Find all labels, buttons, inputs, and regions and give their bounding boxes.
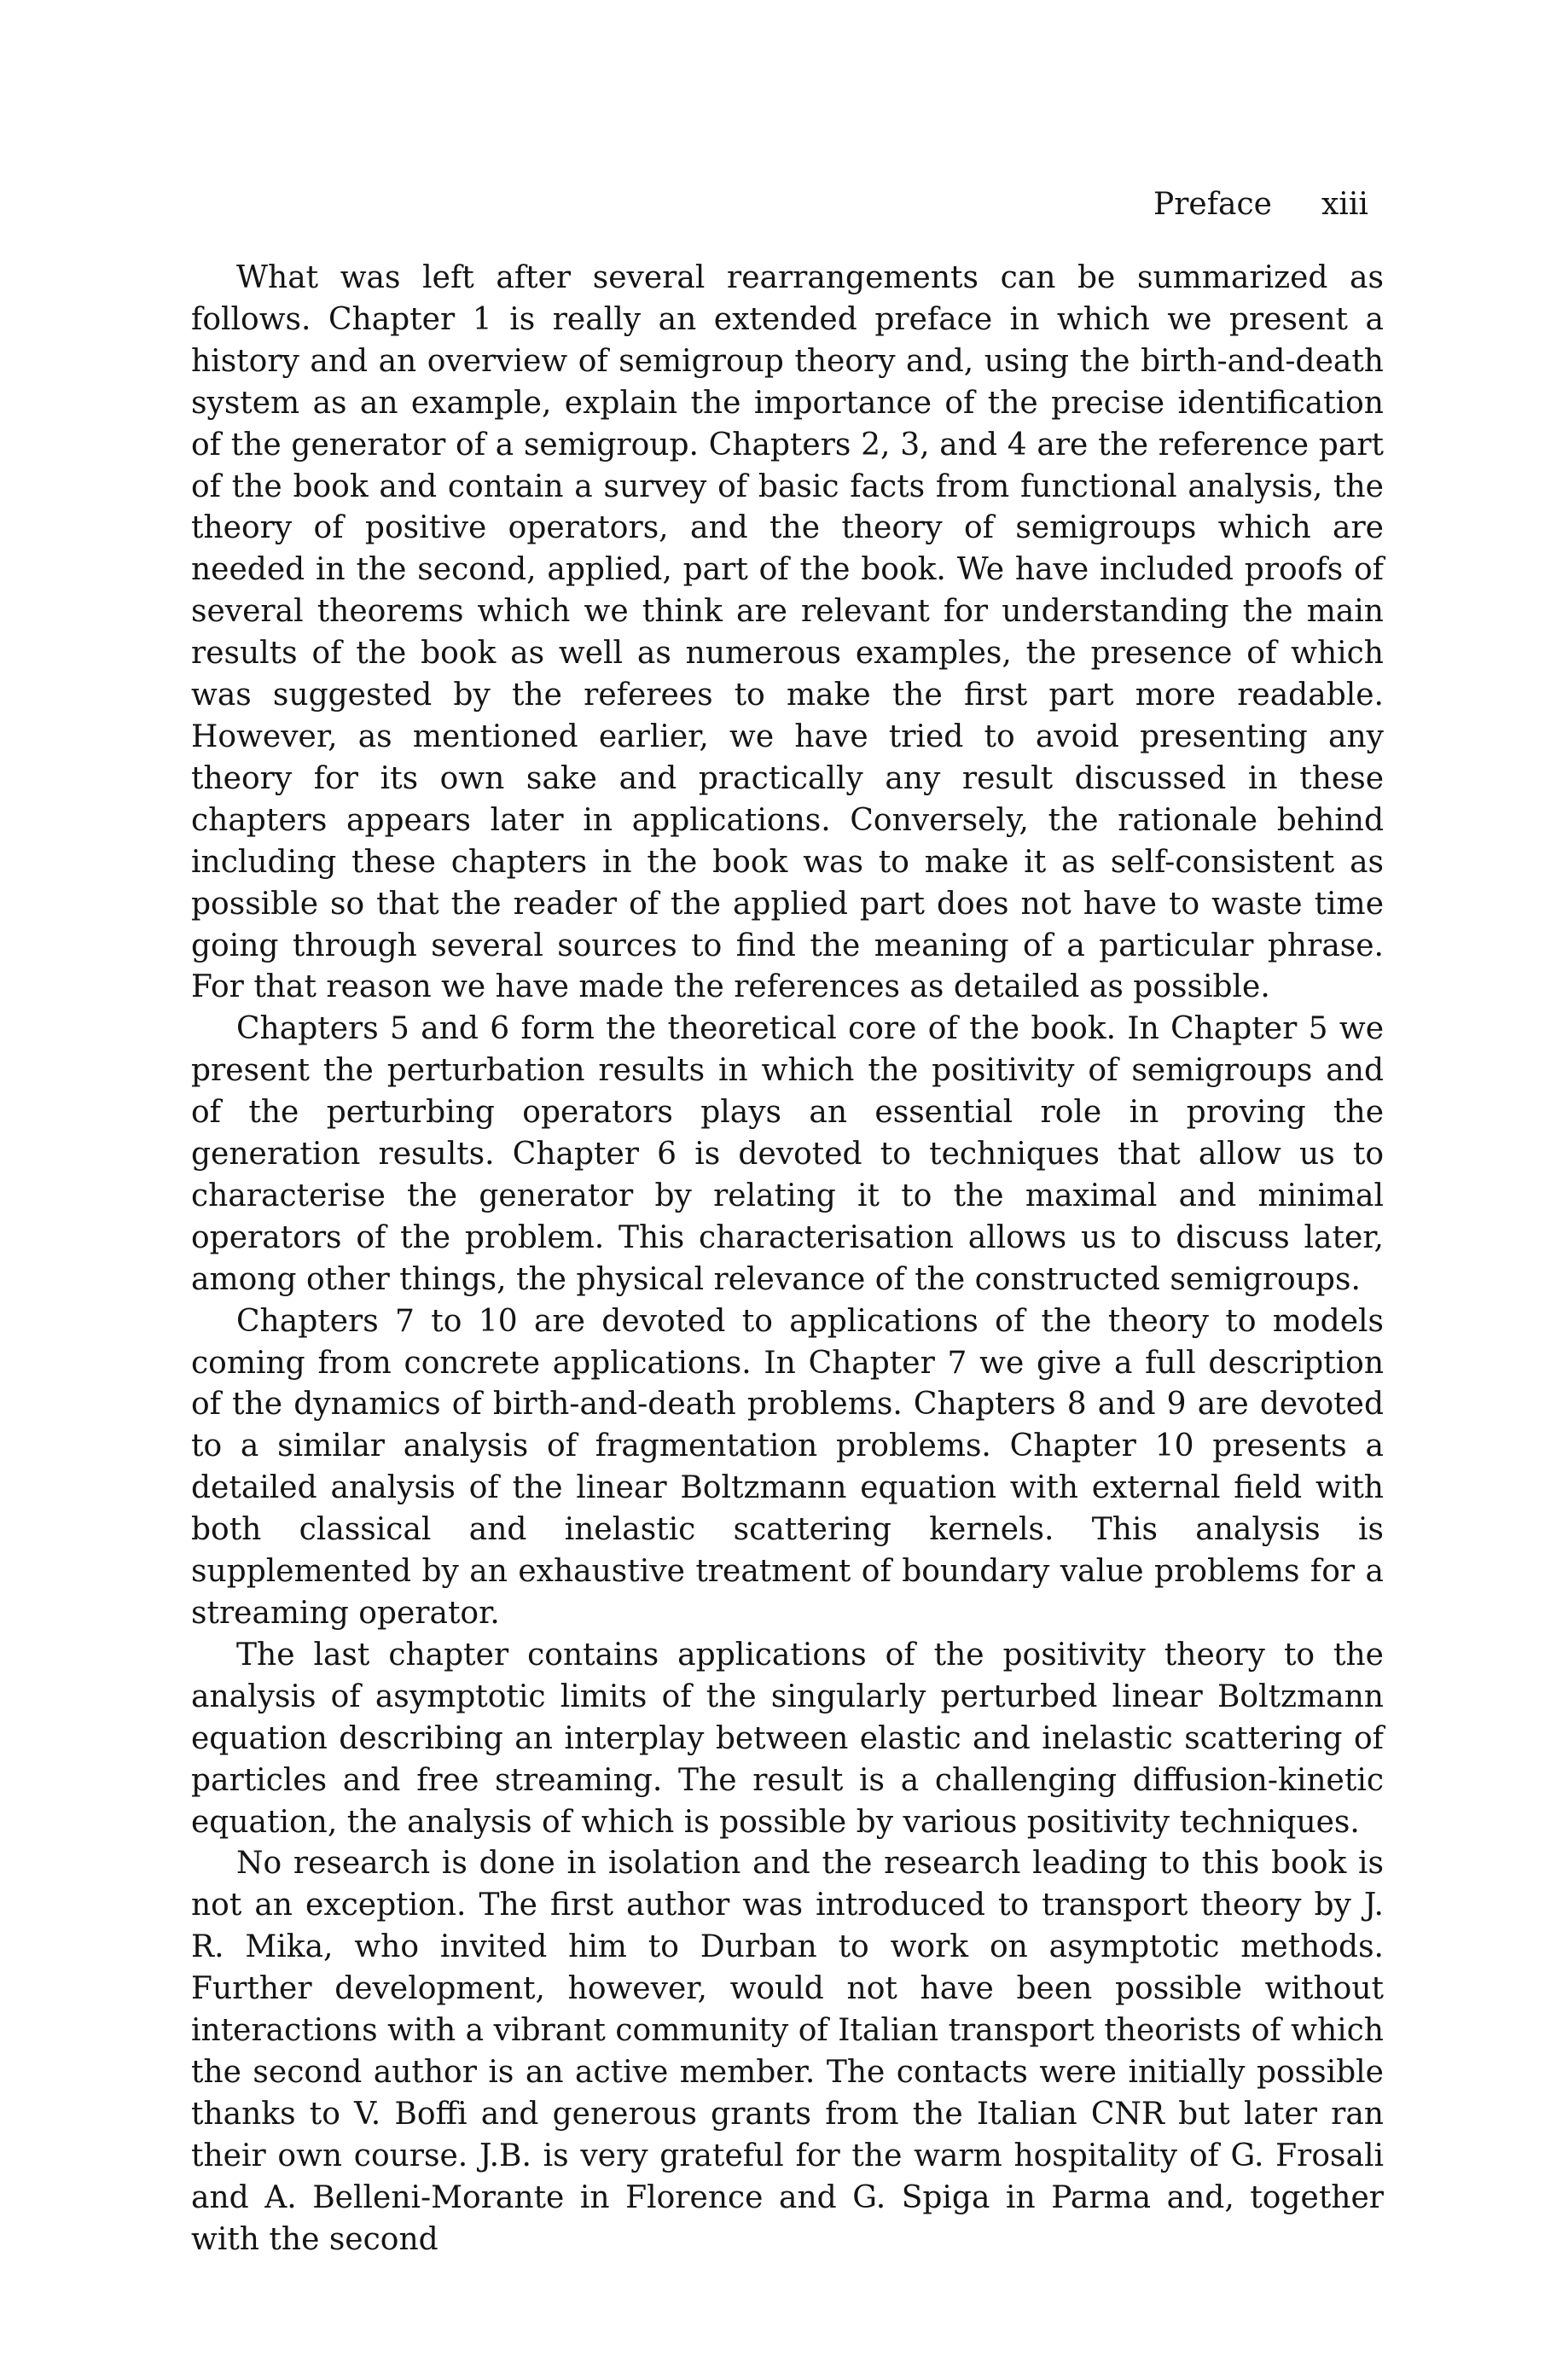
- paragraph-last-chapter: The last chapter contains applications of the positivity theory to the analysis of asymptotic limits of the singularly perturbed linear Boltzmann equation describing an interplay between elastic and inelastic scattering of particles and free streaming. The result is a challenging diffusion-kinetic equation, the analysis of which is possible by various positivity techniques.: [191, 1637, 1384, 1840]
- paragraph-chapter-overview: What was left after several rearrangements can be summarized as follows. Chapter 1 is really an extended preface in which we present a history and an overview of semigroup theory and, using the birth-and-death system as an example, explain the importance of the precise identification of the generator of a semigroup. Chapters 2, 3, and 4 are the reference part of the book and contain a survey of basic facts from functional analysis, the theory of positive operators, and the theory of semigroups which are needed in the second, applied, part of the book. We have included proofs of several theorems which we think are relevant for understanding the main results of the book as well as numerous examples, the presence of which was suggested by the referees to make the first part more readable. However, as mentioned earlier, we have tried to avoid presenting any theory for its own sake and practically any result discussed in these chapters appears later in applications. Conversely, the rationale behind including these chapters in the book was to make it as self-consistent as possible so that the reader of the applied part does not have to waste time going through several sources to find the meaning of a particular phrase. For that reason we have made the references as detailed as possible.: [191, 260, 1384, 1005]
- paragraph-applications: Chapters 7 to 10 are devoted to applications of the theory to models coming from concrete applications. In Chapter 7 we give a full description of the dynamics of birth-and-death problems. Chapters 8 and 9 are devoted to a similar analysis of fragmentation problems. Chapter 10 presents a detailed analysis of the linear Boltzmann equation with external field with both classical and inelastic scattering kernels. This analysis is supplemented by an exhaustive treatment of boundary value problems for a streaming operator.: [191, 1303, 1384, 1631]
- preface-body: [191, 258, 1384, 2261]
- running-header-title: Preface: [1153, 187, 1272, 222]
- paragraph-acknowledgements: No research is done in isolation and the research leading to this book is not an exception. The first author was introduced to transport theory by J. R. Mika, who invited him to Durban to work on asymptotic methods. Further development, however, would not have been possible without interactions with a vibrant community of Italian transport theorists of which the second author is an active member. The contacts were initially possible thanks to V. Boffi and generous grants from the Italian CNR but later ran their own course. J.B. is very grateful for the warm hospitality of G. Frosali and A. Belleni-Morante in Florence and G. Spiga in Parma and, together with the second: [191, 1846, 1384, 2257]
- paragraph-theoretical-core: Chapters 5 and 6 form the theoretical core of the book. In Chapter 5 we present the perturbation results in which the positivity of semigroups and of the perturbing operators plays an essential role in proving the generation results. Chapter 6 is devoted to techniques that allow us to characterise the generator by relating it to the maximal and minimal operators of the problem. This characterisation allows us to discuss later, among other things, the physical relevance of the constructed semigroups.: [191, 1011, 1384, 1297]
- page-number: xiii: [1321, 187, 1368, 222]
- running-header: [1153, 184, 1384, 225]
